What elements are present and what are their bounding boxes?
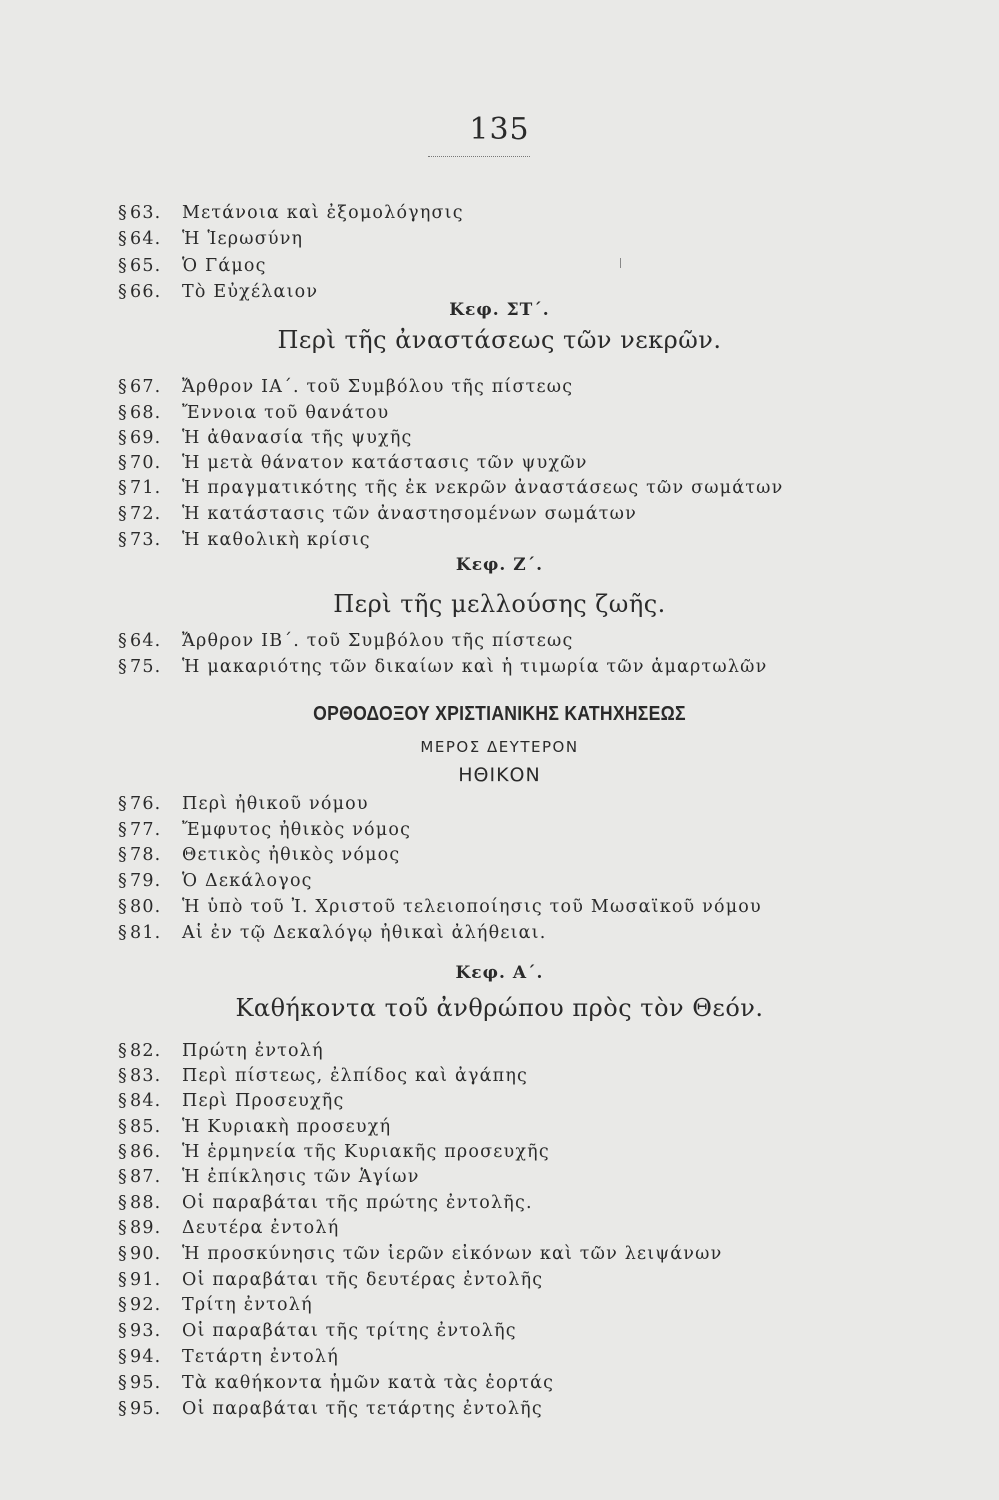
section-sign: § [118,1399,128,1419]
toc-entry [118,1295,313,1315]
toc-entry [118,453,588,473]
toc-entry [118,428,413,448]
section-sign: § [118,403,128,423]
entry-title: Περὶ πίστεως, ἐλπίδος καὶ ἀγάπης [182,1066,529,1086]
section-number: 77. [130,820,162,840]
section-sign: § [118,1373,128,1393]
section-sign: § [118,871,128,891]
section-number: 86. [130,1142,162,1162]
entry-title: Περὶ ἠθικοῦ νόμου [182,794,369,814]
entry-title: Αἱ ἐν τῷ Δεκαλόγῳ ἠθικαὶ ἀλήθειαι. [182,923,547,943]
section-number: 82. [130,1041,162,1061]
scan-mark [620,258,627,268]
section-number: 90. [130,1244,162,1264]
chapter-title-z: Περὶ τῆς μελλούσης ζωῆς. [333,590,666,618]
section-sign: § [118,453,128,473]
section-sign: § [118,794,128,814]
toc-entry [118,1399,543,1419]
section-number: 73. [130,530,162,550]
section-sign: § [118,203,128,223]
toc-entry [118,1373,554,1393]
section-sign: § [118,428,128,448]
entry-title: Οἱ παραβάται τῆς πρώτης ἐντολῆς. [182,1193,533,1213]
toc-entry [118,923,547,943]
section-number: 89. [130,1218,162,1238]
book-title: ΟΡΘΟΔΟΞΟΥ ΧΡΙΣΤΙΑΝΙΚΗΣ ΚΑΤΗΧΗΣΕΩΣ [313,703,686,725]
toc-entry [118,871,313,891]
section-number: 69. [130,428,162,448]
section-number: 84. [130,1091,162,1111]
toc-entry [118,794,369,814]
toc-entry [118,1117,391,1137]
toc-entry [118,820,411,840]
section-sign: § [118,820,128,840]
toc-entry [118,403,389,423]
toc-entry [118,282,318,302]
toc-entry [118,897,762,917]
entry-title: Ἡ ἐπίκλησις τῶν Ἁγίων [182,1167,420,1187]
entry-title: Ἔννοια τοῦ θανάτου [182,403,390,423]
entry-title: Ἡ Ἱερωσύνη [182,229,304,249]
entry-title: Τρίτη ἐντολή [182,1295,313,1315]
section-sign: § [118,256,128,276]
section-sign: § [118,1295,128,1315]
toc-entry [118,1041,324,1061]
toc-entry [118,478,783,498]
toc-entry [118,530,371,550]
section-sign: § [118,1321,128,1341]
section-sign: § [118,1218,128,1238]
section-number: 72. [130,504,162,524]
toc-entry [118,256,267,276]
entry-title: Οἱ παραβάται τῆς τρίτης ἐντολῆς [182,1321,517,1341]
section-number: 95. [130,1373,162,1393]
entry-title: Ἡ κατάστασις τῶν ἀναστησομένων σωμάτων [182,504,637,524]
section-number: 68. [130,403,162,423]
entry-title: Τὸ Εὐχέλαιον [182,282,319,302]
section-number: 83. [130,1066,162,1086]
section-number: 93. [130,1321,162,1341]
entry-title: Δευτέρα ἐντολή [182,1218,340,1238]
section-number: 87. [130,1167,162,1187]
toc-entry [118,1270,543,1290]
entry-title: Περὶ Προσευχῆς [182,1091,345,1111]
section-number: 94. [130,1347,162,1367]
chapter-heading-a: Κεφ. Α΄. [455,963,544,983]
section-number: 70. [130,453,162,473]
entry-title: Τετάρτη ἐντολή [182,1347,339,1367]
section-number: 80. [130,897,162,917]
toc-entry [118,229,303,249]
section-sign: § [118,530,128,550]
entry-title: Ἡ πραγματικότης τῆς ἐκ νεκρῶν ἀναστάσεως τῶν σωμάτων [182,478,784,498]
section-number: 95. [130,1399,162,1419]
entry-title: Ἡ μακαριότης τῶν δικαίων καὶ ἡ τιμωρία τῶν ἁμαρτωλῶν [182,657,768,677]
chapter-heading-z: Κεφ. Ζ΄. [455,555,544,575]
section-sign: § [118,1041,128,1061]
toc-entry [118,631,573,651]
section-sign: § [118,377,128,397]
toc-entry [118,1167,420,1187]
entry-title: Ὁ Δεκάλογος [182,871,313,891]
section-sign: § [118,478,128,498]
entry-title: Θετικὸς ἠθικὸς νόμος [182,845,401,865]
section-number: 75. [130,657,162,677]
toc-entry [118,377,573,397]
entry-title: Ἡ ἑρμηνεία τῆς Κυριακῆς προσευχῆς [182,1142,550,1162]
chapter-heading-st: Κεφ. ΣΤ΄. [449,300,550,320]
page-number: 135 [469,112,530,147]
section-number: 92. [130,1295,162,1315]
toc-entry [118,1218,339,1238]
entry-title: Ἡ ὑπὸ τοῦ Ἰ. Χριστοῦ τελειοποίησις τοῦ Μωσαϊκοῦ νόμου [182,897,762,917]
entry-title: Ἄρθρον ΙΒ΄. τοῦ Συμβόλου τῆς πίστεως [182,631,574,651]
entry-title: Ἡ μετὰ θάνατον κατάστασις τῶν ψυχῶν [182,453,588,473]
section-number: 91. [130,1270,162,1290]
section-sign: § [118,282,128,302]
section-sign: § [118,631,128,651]
entry-title: Ἔμφυτος ἠθικὸς νόμος [182,820,412,840]
section-sign: § [118,845,128,865]
toc-entry [118,657,767,677]
entry-title: Ὁ Γάμος [182,256,267,276]
section-number: 65. [130,256,162,276]
entry-title: Ἡ προσκύνησις τῶν ἱερῶν εἰκόνων καὶ τῶν λειψάνων [182,1244,723,1264]
section-sign: § [118,1193,128,1213]
toc-entry [118,1321,517,1341]
section-number: 85. [130,1117,162,1137]
header-rule [428,156,530,157]
section-number: 88. [130,1193,162,1213]
section-number: 64. [130,229,162,249]
section-number: 76. [130,794,162,814]
section-sign: § [118,897,128,917]
toc-entry [118,1142,550,1162]
toc-entry [118,1347,339,1367]
entry-title: Τὰ καθήκοντα ἡμῶν κατὰ τὰς ἑορτάς [182,1373,555,1393]
entry-title: Οἱ παραβάται τῆς τετάρτης ἐντολῆς [182,1399,543,1419]
section-sign: § [118,1142,128,1162]
part-label: ΜΕΡΟΣ ΔΕΥΤΕΡΟΝ [420,738,579,756]
section-sign: § [118,1244,128,1264]
section-number: 64. [130,631,162,651]
toc-entry [118,504,637,524]
section-number: 71. [130,478,162,498]
toc-entry [118,1193,533,1213]
section-sign: § [118,1270,128,1290]
section-sign: § [118,1066,128,1086]
part-subtitle: ΗΘΙΚΟΝ [458,764,541,786]
section-number: 79. [130,871,162,891]
entry-title: Ἡ Κυριακὴ προσευχή [182,1117,392,1137]
section-sign: § [118,504,128,524]
entry-title: Ἄρθρον ΙΑ΄. τοῦ Συμβόλου τῆς πίστεως [182,377,574,397]
section-sign: § [118,1347,128,1367]
toc-entry [118,1244,722,1264]
section-number: 66. [130,282,162,302]
section-sign: § [118,923,128,943]
toc-entry [118,845,400,865]
chapter-title-st: Περὶ τῆς ἀναστάσεως τῶν νεκρῶν. [277,326,722,354]
section-sign: § [118,1167,128,1187]
entry-title: Οἱ παραβάται τῆς δευτέρας ἐντολῆς [182,1270,544,1290]
section-number: 78. [130,845,162,865]
section-sign: § [118,229,128,249]
toc-entry [118,1066,528,1086]
entry-title: Πρώτη ἐντολή [182,1041,324,1061]
toc-entry [118,203,464,223]
chapter-title-a: Καθήκοντα τοῦ ἀνθρώπου πρὸς τὸν Θεόν. [235,994,764,1022]
entry-title: Ἡ ἀθανασία τῆς ψυχῆς [182,428,413,448]
entry-title: Μετάνοια καὶ ἐξομολόγησις [182,203,464,223]
section-number: 63. [130,203,162,223]
toc-entry [118,1091,344,1111]
section-sign: § [118,1117,128,1137]
section-number: 81. [130,923,162,943]
section-sign: § [118,657,128,677]
section-number: 67. [130,377,162,397]
entry-title: Ἡ καθολικὴ κρίσις [182,530,371,550]
section-sign: § [118,1091,128,1111]
